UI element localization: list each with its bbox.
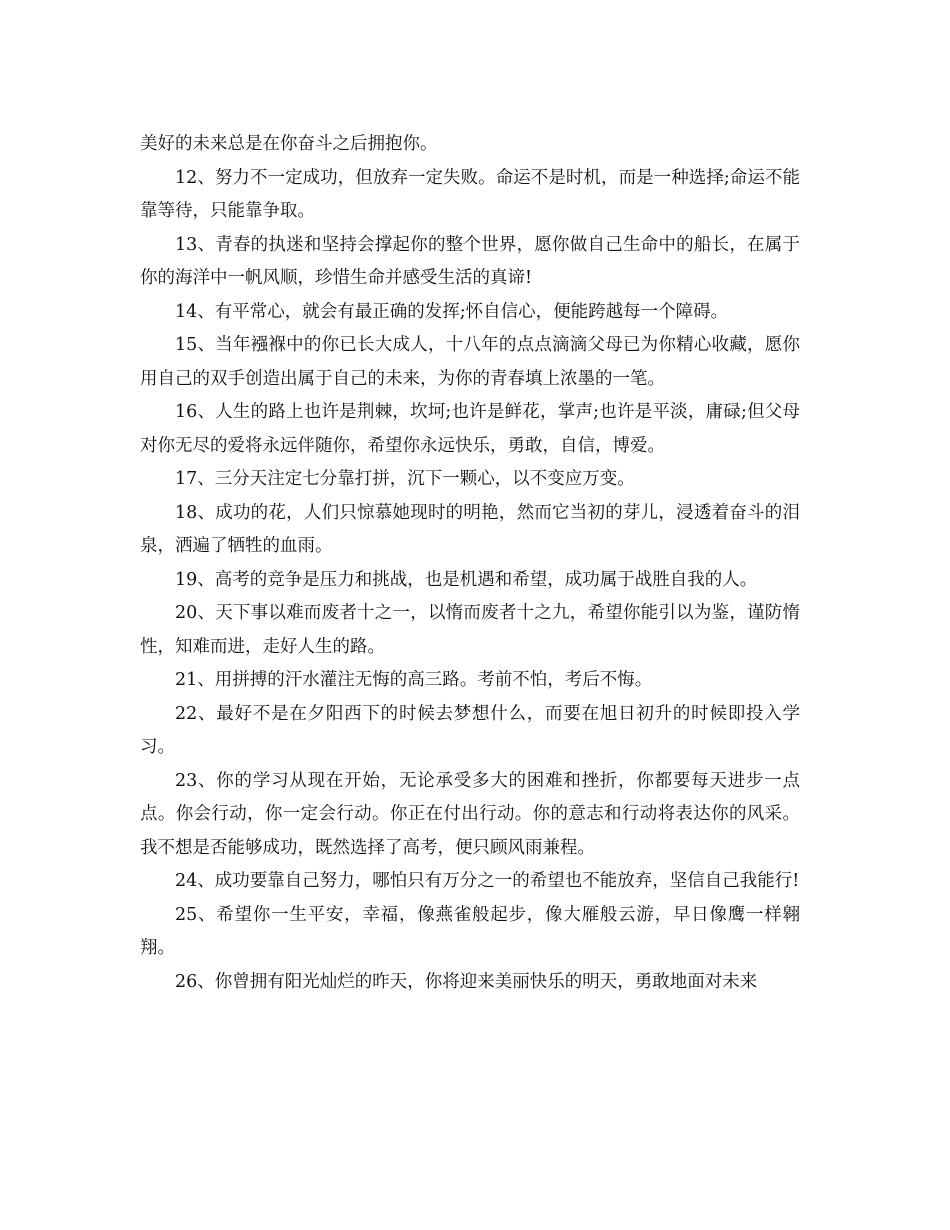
paragraph-item-13: 13、青春的执迷和坚持会撑起你的整个世界，愿你做自己生命中的船长，在属于你的海洋中一帆风顺，珍惜生命并感受生活的真谛! xyxy=(140,234,800,288)
paragraph-item-19: 19、高考的竞争是压力和挑战，也是机遇和希望，成功属于战胜自我的人。 xyxy=(175,569,758,590)
paragraph-item-25: 25、希望你一生平安，幸福，像燕雀般起步，像大雁般云游，早日像鹰一样翱翔。 xyxy=(140,904,800,958)
paragraph-item-22: 22、最好不是在夕阳西下的时候去梦想什么，而要在旭日初升的时候即投入学习。 xyxy=(140,703,800,757)
paragraph-item-12: 12、努力不一定成功，但放弃一定失败。命运不是时机，而是一种选择;命运不能靠等待，只能靠争取。 xyxy=(140,167,800,221)
paragraph-item-21: 21、用拼搏的汗水灌注无悔的高三路。考前不怕，考后不悔。 xyxy=(175,670,653,690)
paragraph-continuation: 美好的未来总是在你奋斗之后拥抱你。 xyxy=(140,134,438,154)
paragraph-item-23: 23、你的学习从现在开始，无论承受多大的困难和挫折，你都要每天进步一点点。你会行动，你一定会行动。你正在付出行动。你的意志和行动将表达你的风采。我不想是否能够成功，既然选择了高考，便只顾风雨兼程。 xyxy=(140,770,800,858)
paragraph-item-24: 24、成功要靠自己努力，哪怕只有万分之一的希望也不能放弃，坚信自己我能行! xyxy=(175,871,800,891)
paragraph-item-17: 17、三分天注定七分靠打拼，沉下一颗心，以不变应万变。 xyxy=(175,469,635,489)
paragraph-item-18: 18、成功的花，人们只惊慕她现时的明艳，然而它当初的芽儿，浸透着奋斗的泪泉，洒遍了牺牲的血雨。 xyxy=(140,502,800,556)
paragraph-item-26: 26、你曾拥有阳光灿烂的昨天，你将迎来美丽快乐的明天，勇敢地面对未来 xyxy=(175,971,758,992)
paragraph-item-15: 15、当年襁褓中的你已长大成人，十八年的点点滴滴父母已为你精心收藏，愿你用自己的双手创造出属于自己的未来，为你的青春填上浓墨的一笔。 xyxy=(140,335,800,389)
document-body xyxy=(140,128,800,999)
paragraph-item-20: 20、天下事以难而废者十之一，以惰而废者十之九，希望你能引以为鉴，谨防惰性，知难而进，走好人生的路。 xyxy=(140,603,800,657)
paragraph-item-14: 14、有平常心，就会有最正确的发挥;怀自信心，便能跨越每一个障碍。 xyxy=(175,301,729,322)
paragraph-item-16: 16、人生的路上也许是荆棘，坎坷;也许是鲜花，掌声;也许是平淡，庸碌;但父母对你无尽的爱将永远伴随你，希望你永远快乐，勇敢，自信，博爱。 xyxy=(140,402,800,456)
